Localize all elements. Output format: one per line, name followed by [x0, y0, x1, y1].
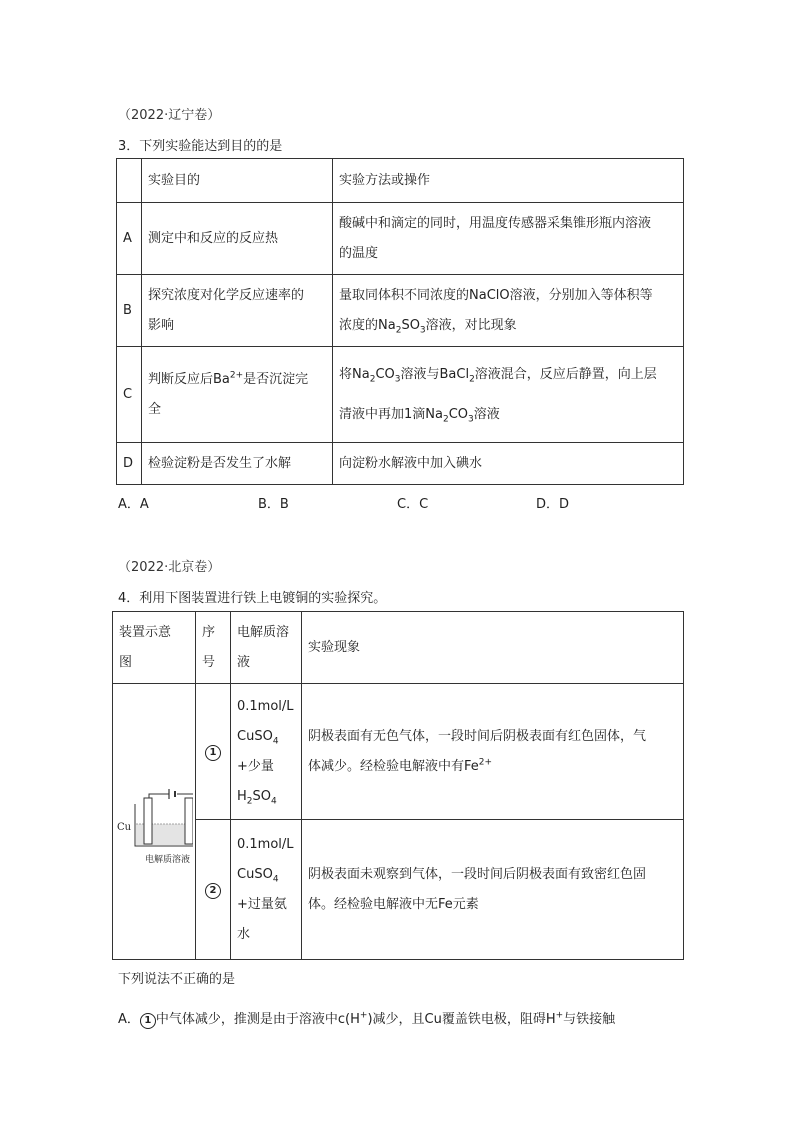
text: 溶液混合，反应后静置，向上层 [474, 366, 657, 382]
q4-header-phenomenon: 实验现象 [302, 612, 684, 684]
row-goal: 检验淀粉是否发生了水解 [142, 443, 333, 485]
q3-option-a[interactable]: A．A [118, 497, 149, 512]
header-line: 图 [119, 654, 133, 670]
text: 溶液，对比现象 [425, 317, 517, 333]
q4-header-num [196, 612, 231, 684]
header-line: 液 [237, 654, 251, 670]
electroplating-apparatus [113, 686, 193, 958]
text: CuSO [237, 866, 273, 882]
q3-option-c[interactable]: C．C [397, 497, 429, 512]
sol-line: 0.1mol/L [237, 836, 294, 852]
table-row [113, 684, 684, 820]
text: )减少，且Cu覆盖铁电极，阻碍H [367, 1012, 556, 1027]
q3-source: （2022·辽宁卷） [118, 108, 221, 123]
circled-number: 2 [205, 883, 221, 899]
subscript: 4 [271, 796, 277, 807]
cu-label: Cu [117, 822, 132, 833]
superscript: + [555, 1010, 564, 1021]
row-goal [142, 275, 333, 347]
subscript: 3 [419, 325, 426, 336]
subscript: 2 [469, 374, 475, 385]
header-line: 序 [202, 624, 216, 640]
method-line [339, 311, 677, 341]
q4-table [112, 611, 684, 960]
row-key: B [117, 275, 142, 347]
row-method [333, 347, 684, 443]
subscript: 2 [442, 414, 449, 425]
text: 是否沉淀完 [243, 371, 309, 387]
q4-header-solution [231, 612, 302, 684]
goal-line: 全 [148, 401, 162, 417]
row-method: 向淀粉水解液中加入碘水 [333, 443, 684, 485]
phen-line: 体。经检验电解液中无Fe元素 [308, 896, 479, 912]
method-line: 量取同体积不同浓度的NaClO溶液，分别加入等体积等 [339, 287, 653, 303]
subscript: 3 [394, 374, 401, 385]
subscript: 2 [395, 325, 402, 336]
row-phenomenon [302, 820, 684, 960]
row-key: C [117, 347, 142, 443]
text: 与铁接触 [563, 1012, 616, 1027]
superscript: 2+ [229, 370, 244, 381]
sol-line [237, 782, 295, 812]
header-line: 号 [202, 654, 216, 670]
subscript: 2 [246, 796, 253, 807]
table-row [117, 443, 684, 485]
option-letter: A． [118, 1012, 140, 1027]
method-line [339, 395, 677, 435]
table-row [117, 275, 684, 347]
q3-header-goal: 实验目的 [142, 159, 333, 203]
q4-after: 下列说法不正确的是 [118, 972, 236, 987]
text: CO [375, 366, 395, 382]
text: 将Na [339, 366, 370, 382]
phen-line [308, 752, 677, 782]
superscript: + [359, 1010, 368, 1021]
sol-line: +少量 [237, 758, 274, 774]
row-method [333, 275, 684, 347]
table-row [117, 203, 684, 275]
q4-stem: 4．利用下图装置进行铁上电镀铜的实验探究。 [118, 591, 387, 606]
table-row [117, 347, 684, 443]
row-num [196, 820, 231, 960]
goal-line [148, 365, 326, 395]
row-solution [231, 684, 302, 820]
goal-line: 探究浓度对化学反应速率的 [148, 287, 305, 303]
solution-label: 电解质溶液 [145, 855, 191, 865]
row-num [196, 684, 231, 820]
subscript: 4 [272, 736, 279, 747]
sol-line: +过量氨 [237, 896, 287, 912]
row-goal [142, 347, 333, 443]
row-solution [231, 820, 302, 960]
circled-number: 1 [140, 1013, 156, 1029]
header-line: 装置示意 [119, 624, 172, 640]
text: 中气体减少，推测是由于溶液中c(H [155, 1012, 360, 1027]
method-line: 的温度 [339, 245, 379, 261]
subscript: 2 [369, 374, 376, 385]
text: 浓度的Na [339, 317, 396, 333]
text: 体减少。经检验电解液中有Fe [308, 758, 479, 774]
q3-stem: 3．下列实验能达到目的的是 [118, 139, 283, 154]
sol-line [237, 722, 295, 752]
text: CO [448, 406, 469, 422]
subscript: 4 [272, 874, 279, 885]
q3-table [116, 158, 684, 485]
q3-option-b[interactable]: B．B [258, 497, 289, 512]
phen-line: 阴极表面有无色气体，一段时间后阴极表面有红色固体，气 [308, 728, 647, 744]
text: SO [252, 788, 271, 804]
text: 清液中再加1滴Na [339, 406, 443, 422]
method-line [339, 355, 677, 395]
q4-source: （2022·北京卷） [118, 560, 221, 575]
text: CuSO [237, 728, 273, 744]
superscript: 2+ [478, 757, 493, 768]
header-line: 电解质溶 [237, 624, 290, 640]
q3-header-method: 实验方法或操作 [333, 159, 684, 203]
row-key: A [117, 203, 142, 275]
circled-number: 1 [205, 745, 221, 761]
text: H [237, 788, 247, 804]
sol-line [237, 860, 295, 890]
q3-option-d[interactable]: D．D [536, 497, 570, 512]
goal-line: 影响 [148, 317, 175, 333]
sol-line: 水 [237, 926, 251, 942]
row-key: D [117, 443, 142, 485]
table-row [113, 820, 684, 960]
q4-header-device [113, 612, 196, 684]
subscript: 3 [468, 414, 474, 425]
row-goal: 测定中和反应的反应热 [142, 203, 333, 275]
row-phenomenon [302, 684, 684, 820]
text: 判断反应后Ba [148, 371, 230, 387]
row-method [333, 203, 684, 275]
text: 溶液与BaCl [400, 366, 470, 382]
q4-option-a[interactable] [118, 1008, 615, 1029]
sol-line: 0.1mol/L [237, 698, 294, 714]
phen-line: 阴极表面未观察到气体，一段时间后阴极表面有致密红色固 [308, 866, 647, 882]
text: 溶液 [473, 406, 500, 422]
q3-header-key [117, 159, 142, 203]
text: SO [401, 317, 420, 333]
method-line: 酸碱中和滴定的同时，用温度传感器采集锥形瓶内溶液 [339, 215, 652, 231]
